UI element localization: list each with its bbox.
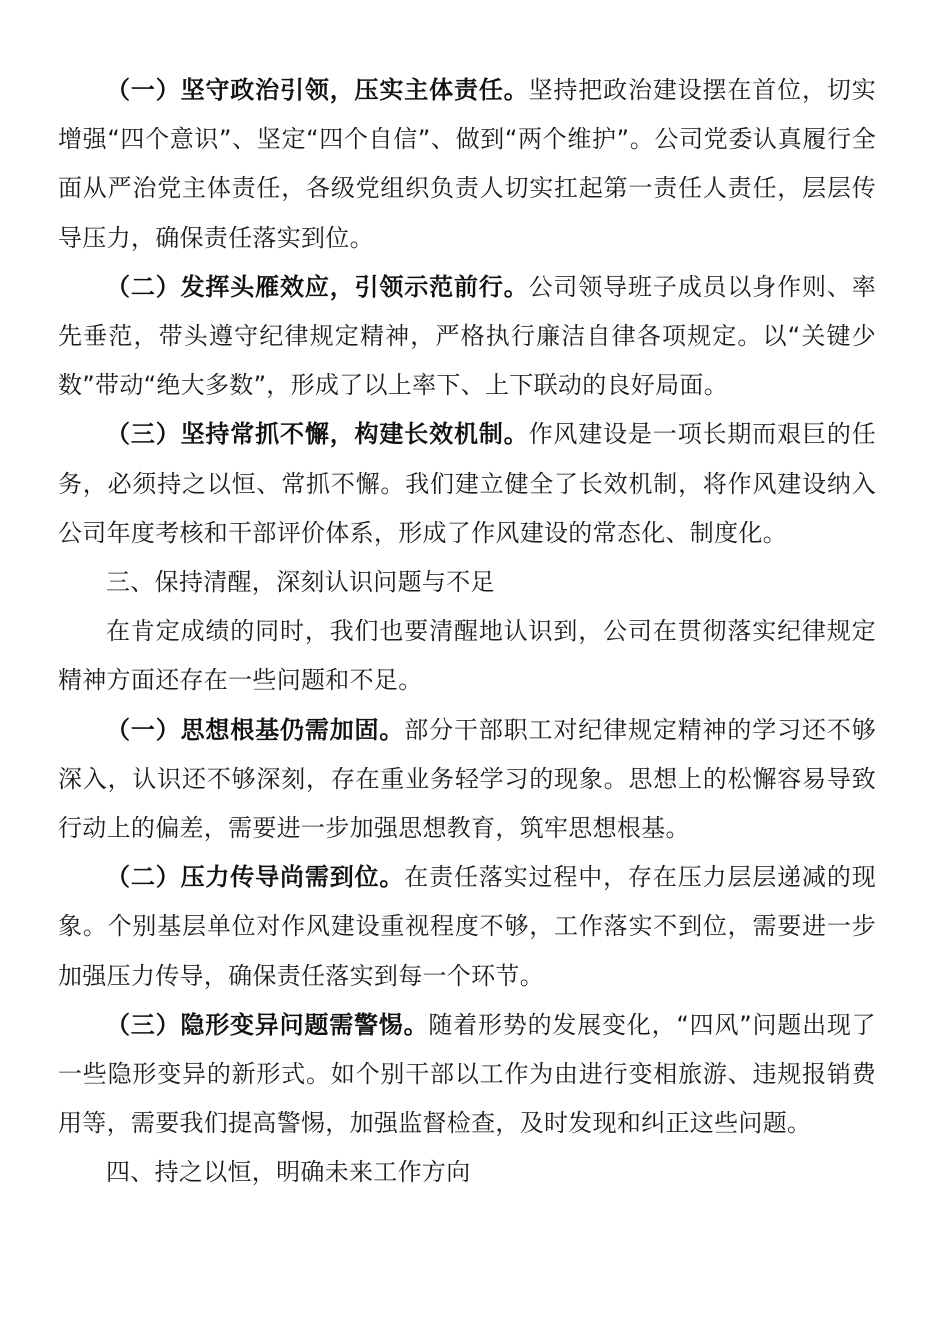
paragraph-text: 坚持把政治建设摆在首位，切实增强“四个意识”、坚定“四个自信”、做到“两个维护”。公司党委认真履行全面从严治党主体责任，各级党组织负责人切实扛起第一责任人责任，层层传导压力，确保责任落实到位。 [58, 76, 876, 252]
paragraph-text: 在责任落实过程中，存在压力层层递减的现象。个别基层单位对作风建设重视程度不够，工作落实不到位，需要进一步加强压力传导，确保责任落实到每一个环节。 [58, 863, 876, 990]
section-heading-four: 四、持之以恒，明确未来工作方向 [106, 1158, 471, 1187]
document-body [58, 66, 876, 1198]
paragraph-upholding-political-leadership [58, 66, 876, 263]
paragraph-problems-intro [58, 607, 876, 705]
paragraph-ideological-foundation [58, 706, 876, 854]
paragraph-hidden-variant-issues [58, 1001, 876, 1149]
paragraph-long-term-mechanism [58, 410, 876, 558]
section-heading-three: 三、保持清醒，深刻认识问题与不足 [106, 568, 495, 597]
paragraph-lead: （二）发挥头雁效应，引领示范前行。 [106, 272, 529, 301]
paragraph-pressure-transmission [58, 853, 876, 1001]
paragraph-lead: （一）坚守政治引领，压实主体责任。 [106, 76, 529, 104]
paragraph-text: 部分干部职工对纪律规定精神的学习还不够深入，认识还不够深刻，存在重业务轻学习的现象。思想上的松懈容易导致行动上的偏差，需要进一步加强思想教育，筑牢思想根基。 [58, 715, 876, 843]
paragraph-lead: （二）压力传导尚需到位。 [106, 863, 405, 892]
paragraph-leading-goose-effect [58, 263, 876, 411]
paragraph-lead: （三）隐形变异问题需警惕。 [106, 1010, 429, 1039]
paragraph-lead: （三）坚持常抓不懈，构建长效机制。 [106, 420, 529, 449]
paragraph-text: 作风建设是一项长期而艰巨的任务，必须持之以恒、常抓不懈。我们建立健全了长效机制，将作风建设纳入公司年度考核和干部评价体系，形成了作风建设的常态化、制度化。 [58, 420, 876, 547]
paragraph-text: 公司领导班子成员以身作则、率先垂范，带头遵守纪律规定精神，严格执行廉洁自律各项规定。以“关键少数”带动“绝大多数”，形成了以上率下、上下联动的良好局面。 [58, 272, 876, 400]
paragraph-lead: （一）思想根基仍需加固。 [106, 715, 405, 744]
paragraph-text: 在肯定成绩的同时，我们也要清醒地认识到，公司在贯彻落实纪律规定精神方面还存在一些问题和不足。 [58, 617, 876, 695]
paragraph-text: 随着形势的发展变化，“四风”问题出现了一些隐形变异的新形式。如个别干部以工作为由进行变相旅游、违规报销费用等，需要我们提高警惕，加强监督检查，及时发现和纠正这些问题。 [58, 1010, 876, 1138]
